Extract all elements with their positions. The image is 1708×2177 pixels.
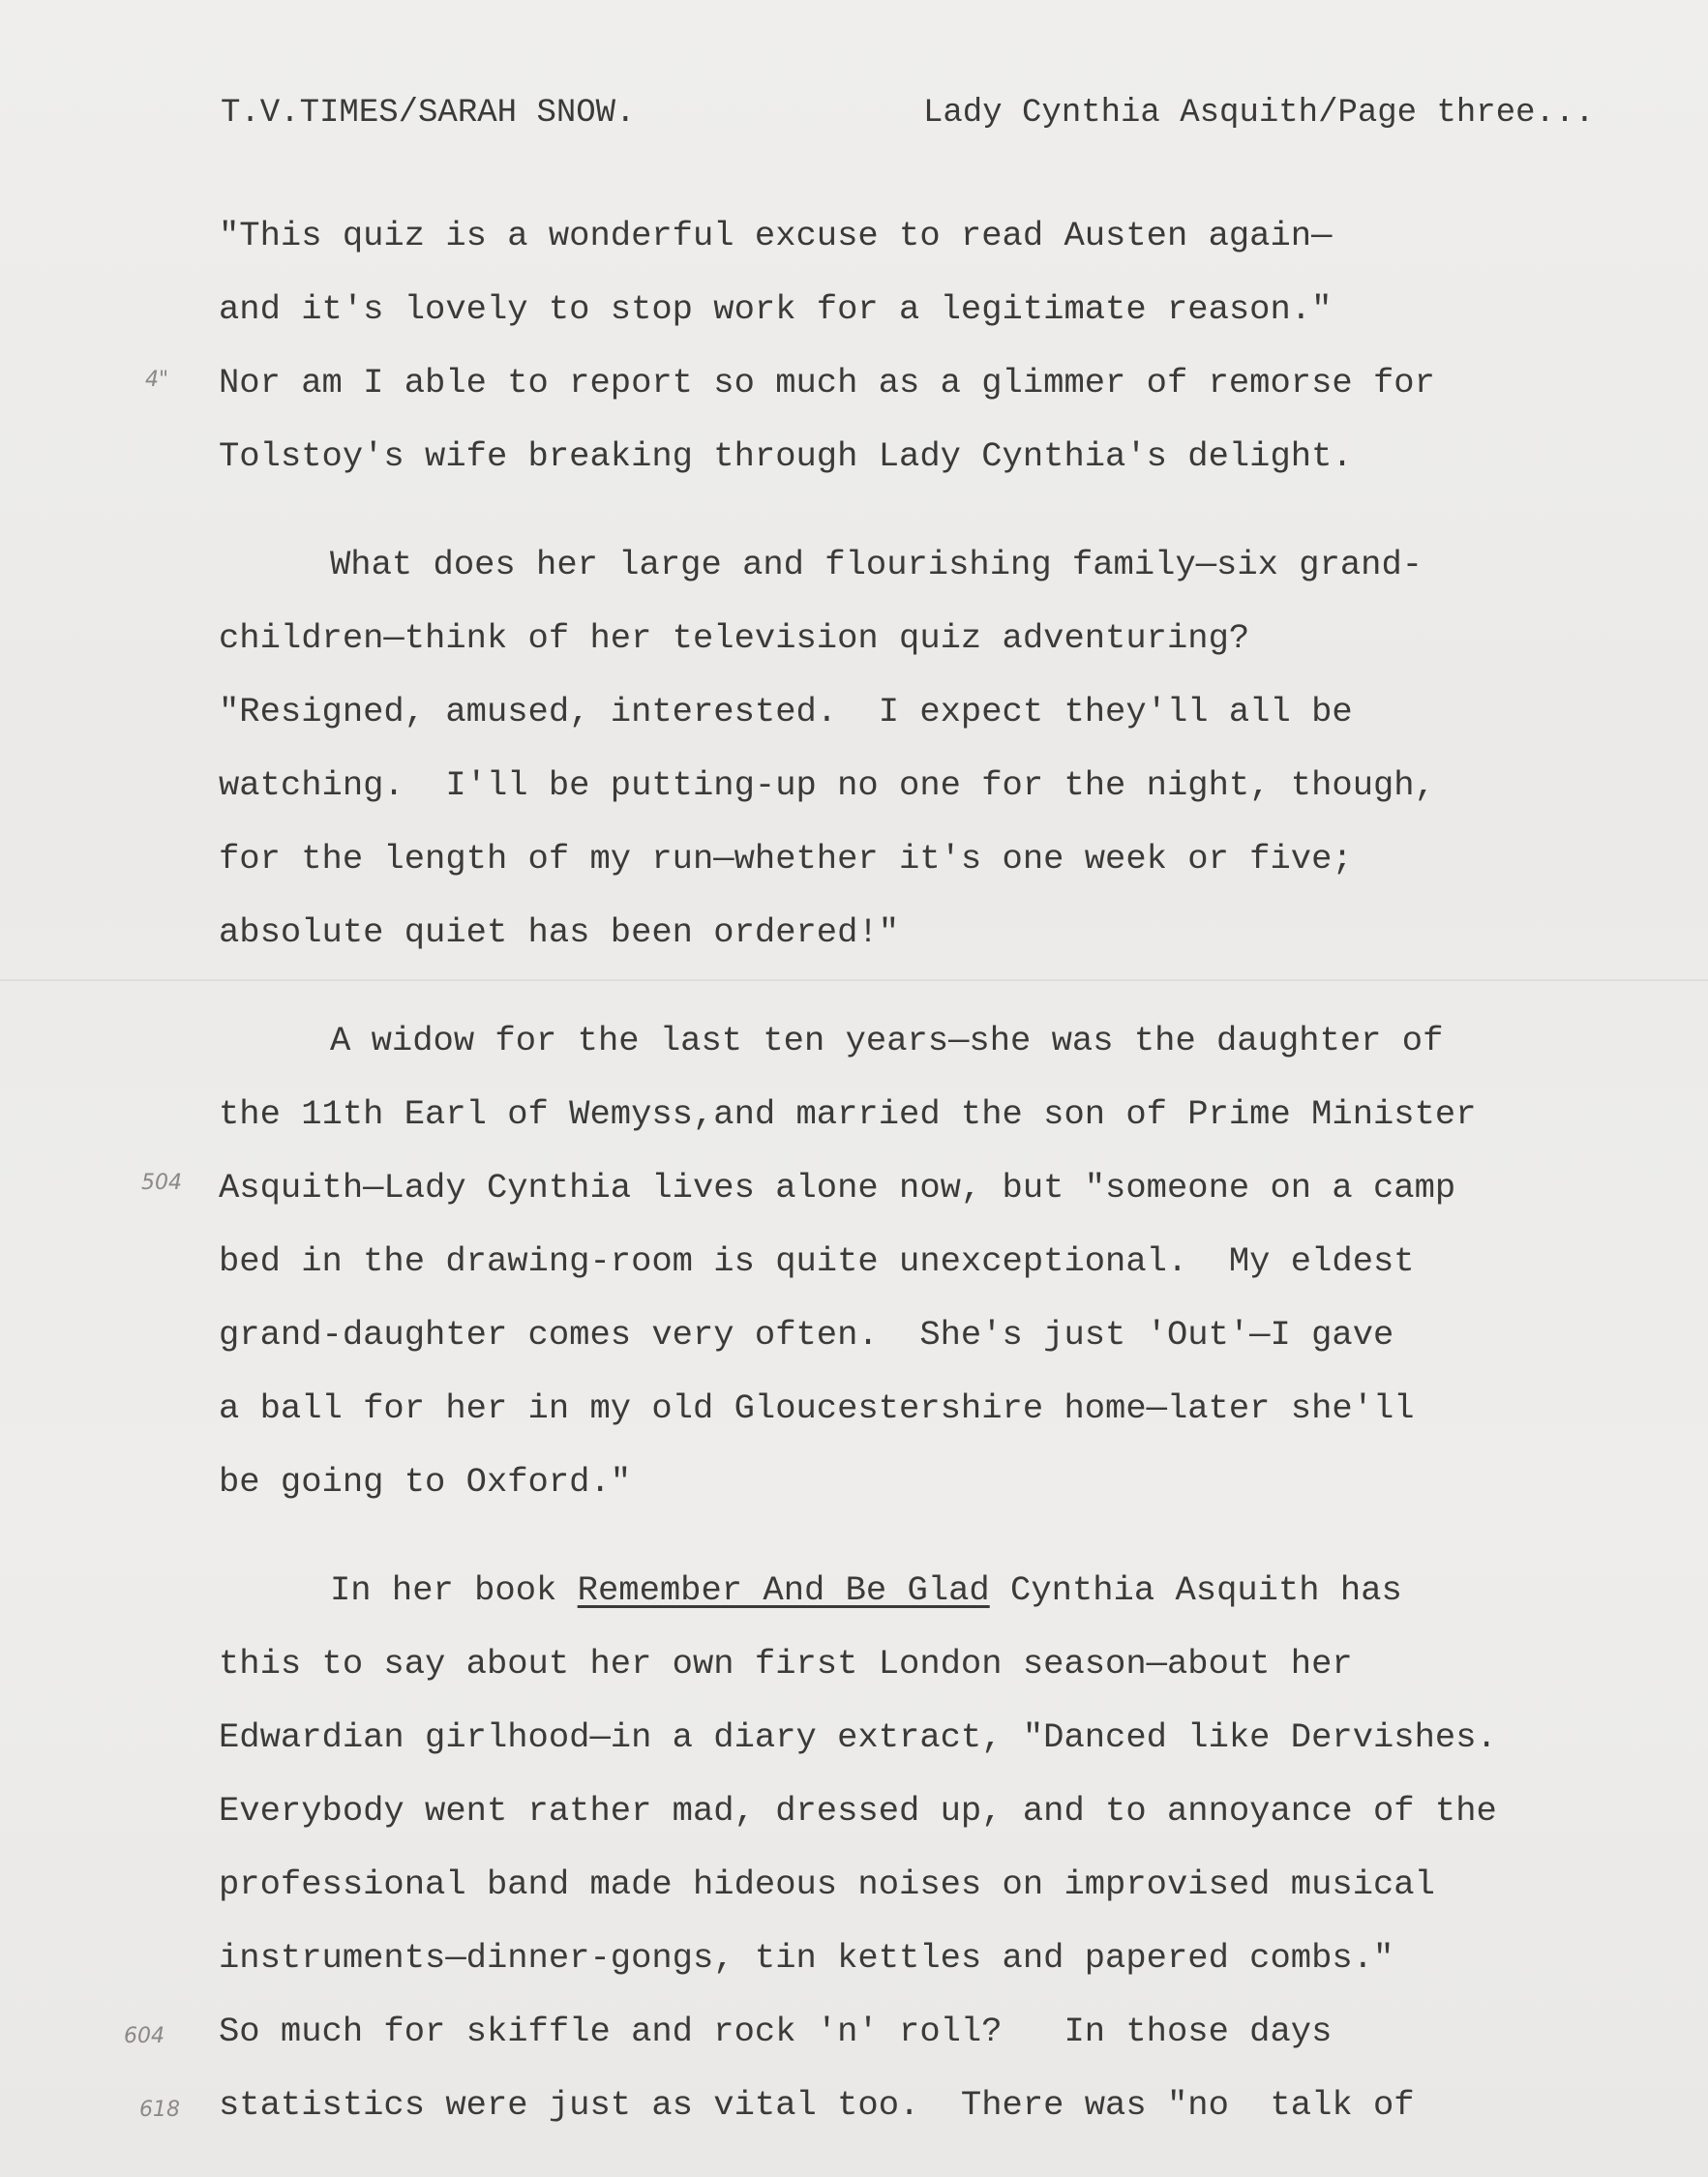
text-line: Nor am I able to report so much as a glimmer of remorse for bbox=[219, 363, 1435, 403]
text-line: instruments—dinner-gongs, tin kettles and papered combs." bbox=[219, 1938, 1394, 1978]
margin-note: 504 bbox=[141, 1171, 182, 1195]
header-publication: T.V.TIMES/SARAH SNOW. bbox=[221, 95, 636, 132]
text-line: statistics were just as vital too. There was "no talk of bbox=[219, 2085, 1415, 2125]
text-fragment: Cynthia Asquith has bbox=[989, 1570, 1402, 1610]
text-line: the 11th Earl of Wemyss,and married the son of Prime Minister bbox=[219, 1094, 1477, 1134]
text-line: What does her large and flourishing family—six grand- bbox=[330, 545, 1423, 584]
text-line: this to say about her own first London season—about her bbox=[219, 1644, 1353, 1684]
text-line: bed in the drawing-room is quite unexceptional. My eldest bbox=[219, 1241, 1415, 1281]
margin-note: 618 bbox=[139, 2098, 180, 2122]
text-line: watching. I'll be putting-up no one for the night, though, bbox=[219, 765, 1435, 805]
margin-note: 4" bbox=[145, 368, 169, 392]
article-body bbox=[219, 199, 1632, 2142]
book-title: Remember And Be Glad bbox=[577, 1570, 990, 1610]
text-line: a ball for her in my old Gloucestershire home—later she'll bbox=[219, 1388, 1415, 1428]
text-line: Edwardian girlhood—in a diary extract, "Danced like Dervishes. bbox=[219, 1717, 1497, 1757]
page-header bbox=[221, 89, 1653, 137]
text-line: So much for skiffle and rock 'n' roll? In those days bbox=[219, 2012, 1333, 2051]
header-page-label: Lady Cynthia Asquith/Page three... bbox=[923, 95, 1595, 132]
text-line: Asquith—Lady Cynthia lives alone now, but "someone on a camp bbox=[219, 1168, 1456, 1208]
margin-note: 604 bbox=[124, 2024, 165, 2048]
paragraph-1 bbox=[219, 199, 1632, 493]
paragraph-4 bbox=[219, 1554, 1632, 2142]
text-line: "Resigned, amused, interested. I expect they'll all be bbox=[219, 692, 1353, 731]
text-line bbox=[219, 1554, 1632, 1627]
text-line: professional band made hideous noises on improvised musical bbox=[219, 1864, 1435, 1904]
text-line: and it's lovely to stop work for a legitimate reason." bbox=[219, 289, 1333, 329]
text-line: Tolstoy's wife breaking through Lady Cynthia's delight. bbox=[219, 436, 1353, 476]
text-line: children—think of her television quiz adventuring? bbox=[219, 618, 1250, 658]
text-line: be going to Oxford." bbox=[219, 1462, 632, 1502]
text-line: for the length of my run—whether it's one week or five; bbox=[219, 839, 1353, 879]
paragraph-3 bbox=[219, 1004, 1632, 1519]
paragraph-2 bbox=[219, 528, 1632, 969]
text-line: grand-daughter comes very often. She's just 'Out'—I gave bbox=[219, 1315, 1394, 1355]
text-line: A widow for the last ten years—she was the daughter of bbox=[330, 1021, 1444, 1060]
text-fragment: In her book bbox=[330, 1570, 578, 1610]
text-line: "This quiz is a wonderful excuse to read Austen again— bbox=[219, 216, 1333, 255]
text-line: absolute quiet has been ordered!" bbox=[219, 912, 900, 952]
text-line: Everybody went rather mad, dressed up, and to annoyance of the bbox=[219, 1791, 1497, 1831]
